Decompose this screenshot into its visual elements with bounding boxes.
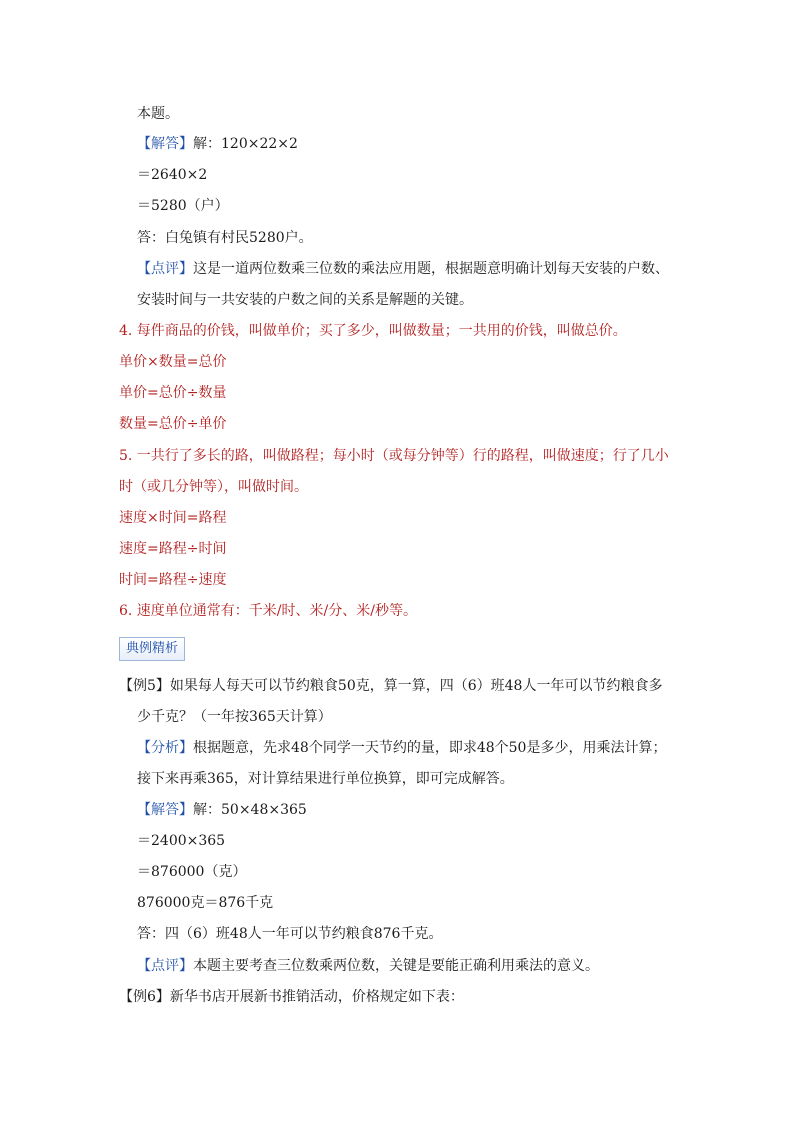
comment-line — [137, 259, 669, 279]
line-text: 4. 每件商品的价钱，叫做单价；买了多少，叫做数量；一共用的价钱，叫做总价。 — [119, 323, 627, 339]
text-line — [137, 862, 246, 882]
answer-label: 【解答】 — [137, 136, 193, 152]
line-text: 接下来再乘365，对计算结果进行单位换算，即可完成解答。 — [137, 771, 514, 787]
line-text: ＝2640×2 — [137, 167, 208, 183]
formula-line — [119, 383, 226, 403]
text-line — [137, 893, 273, 913]
text-line — [137, 104, 179, 124]
comment-label: 【点评】 — [137, 261, 193, 277]
line-text: 本题。 — [137, 106, 179, 122]
text-line — [137, 831, 225, 851]
knowledge-point-5 — [119, 446, 669, 466]
knowledge-point-5-cont — [119, 477, 308, 497]
text-line — [137, 290, 473, 310]
comment-text: 本题主要考查三位数乘两位数，关键是要能正确利用乘法的意义。 — [193, 958, 599, 974]
line-text: 安装时间与一共安装的户数之间的关系是解题的关键。 — [137, 292, 473, 308]
formula-text: 单价=总价÷数量 — [119, 385, 227, 401]
answer-line — [137, 134, 298, 154]
analysis-text: 根据题意，先求48个同学一天节约的量，即求48个50是多少，用乘法计算； — [193, 740, 667, 756]
knowledge-point-4 — [119, 321, 627, 341]
section-tag: 典例精析 — [119, 637, 185, 661]
line-text: 6. 速度单位通常有：千米/时、米/分、米/秒等。 — [119, 603, 417, 619]
answer-label: 【解答】 — [137, 802, 193, 818]
comment-text: 这是一道两位数乘三位数的乘法应用题，根据题意明确计划每天安装的户数、 — [193, 261, 669, 277]
text-line — [137, 228, 313, 248]
text-line — [137, 924, 442, 944]
formula-text: 单价×数量=总价 — [119, 354, 227, 370]
knowledge-point-6 — [119, 601, 417, 621]
line-text: 5. 一共行了多长的路，叫做路程；每小时（或每分钟等）行的路程，叫做速度；行了几小 — [119, 448, 669, 464]
line-text: 答：白兔镇有村民5280户。 — [137, 230, 313, 246]
comment-label: 【点评】 — [137, 958, 193, 974]
line-text: ＝5280（户） — [137, 198, 229, 214]
line-text: 答：四（6）班48人一年可以节约粮食876千克。 — [137, 926, 443, 942]
formula-text: 速度×时间=路程 — [119, 510, 227, 526]
formula-text: 数量=总价÷单价 — [119, 416, 227, 432]
line-text: 【例5】如果每人每天可以节约粮食50克，算一算，四（6）班48人一年可以节约粮食多 — [119, 678, 663, 694]
formula-text: 速度=路程÷时间 — [119, 541, 227, 557]
answer-text: 解：50×48×365 — [193, 802, 307, 818]
formula-line — [119, 570, 226, 590]
formula-text: 时间=路程÷速度 — [119, 572, 227, 588]
text-line — [137, 165, 207, 185]
line-text: 【例6】新华书店开展新书推销活动，价格规定如下表： — [119, 989, 464, 1005]
formula-line — [119, 352, 226, 372]
analysis-line — [137, 738, 666, 758]
line-text: ＝2400×365 — [137, 833, 226, 849]
example-6-question — [119, 987, 464, 1007]
text-line — [137, 769, 514, 789]
formula-line — [119, 508, 226, 528]
line-text: 少千克？（一年按365天计算） — [137, 709, 332, 725]
formula-line — [119, 414, 226, 434]
example-5-question-cont — [137, 707, 332, 727]
answer-text: 解：120×22×2 — [193, 136, 298, 152]
comment-line — [137, 956, 599, 976]
analysis-label: 【分析】 — [137, 740, 193, 756]
line-text: ＝876000（克） — [137, 864, 247, 880]
text-line — [137, 196, 229, 216]
line-text: 时（或几分钟等），叫做时间。 — [119, 479, 308, 495]
line-text: 876000克＝876千克 — [137, 895, 274, 911]
formula-line — [119, 539, 226, 559]
example-5-question — [119, 676, 662, 696]
answer-line — [137, 800, 307, 820]
